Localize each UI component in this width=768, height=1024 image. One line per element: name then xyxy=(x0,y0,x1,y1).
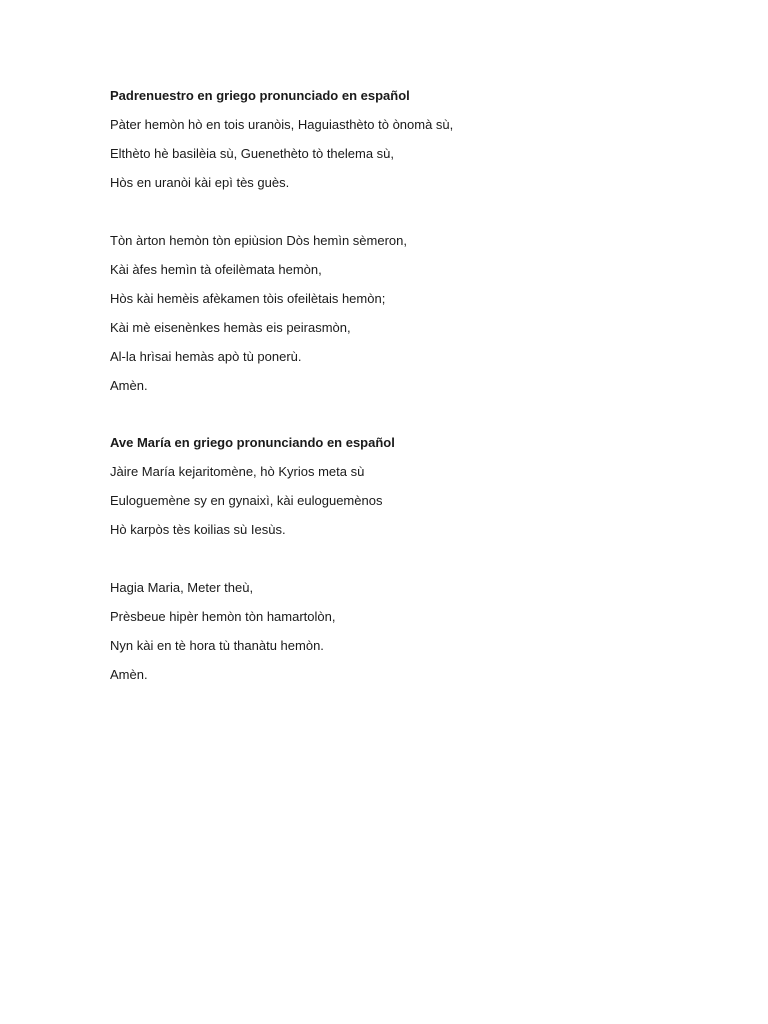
avemaria-line: Nyn kài en tè hora tù thanàtu hemòn. xyxy=(110,638,324,653)
avemaria-line: Prèsbeue hipèr hemòn tòn hamartolòn, xyxy=(110,609,336,624)
padrenuestro-line: Hòs en uranòi kài epì tès guès. xyxy=(110,175,290,190)
padrenuestro-line: Pàter hemòn hò en tois uranòis, Haguiasthèto tò ònomà sù, xyxy=(110,117,454,132)
padrenuestro-line: Tòn àrton hemòn tòn epiùsion Dòs hemìn sèmeron, xyxy=(110,233,408,248)
stanza-gap xyxy=(110,549,670,578)
avemaria-line: Hagia Maria, Meter theù, xyxy=(110,580,254,595)
stanza-gap xyxy=(110,202,670,231)
padrenuestro-section xyxy=(110,86,670,405)
avemaria-line: Euloguemène sy en gynaixì, kài euloguemènos xyxy=(110,493,383,508)
padrenuestro-line: Al-la hrìsai hemàs apò tù ponerù. xyxy=(110,349,302,364)
padrenuestro-line: Kài àfes hemìn tà ofeilèmata hemòn, xyxy=(110,262,322,277)
avemaria-line: Jàire María kejaritomène, hò Kyrios meta sù xyxy=(110,464,365,479)
padrenuestro-line: Kài mè eisenènkes hemàs eis peirasmòn, xyxy=(110,320,351,335)
avemaria-title: Ave María en griego pronunciando en español xyxy=(110,435,395,450)
avemaria-line: Hò karpòs tès koilias sù Iesùs. xyxy=(110,522,286,537)
avemaria-section xyxy=(110,433,670,694)
avemaria-amen: Amèn. xyxy=(110,667,148,682)
padrenuestro-amen: Amèn. xyxy=(110,378,148,393)
padrenuestro-title: Padrenuestro en griego pronunciado en español xyxy=(110,88,410,103)
padrenuestro-line: Hòs kài hemèis afèkamen tòis ofeilètais hemòn; xyxy=(110,291,386,306)
padrenuestro-line: Elthèto hè basilèia sù, Guenethèto tò thelema sù, xyxy=(110,146,395,161)
